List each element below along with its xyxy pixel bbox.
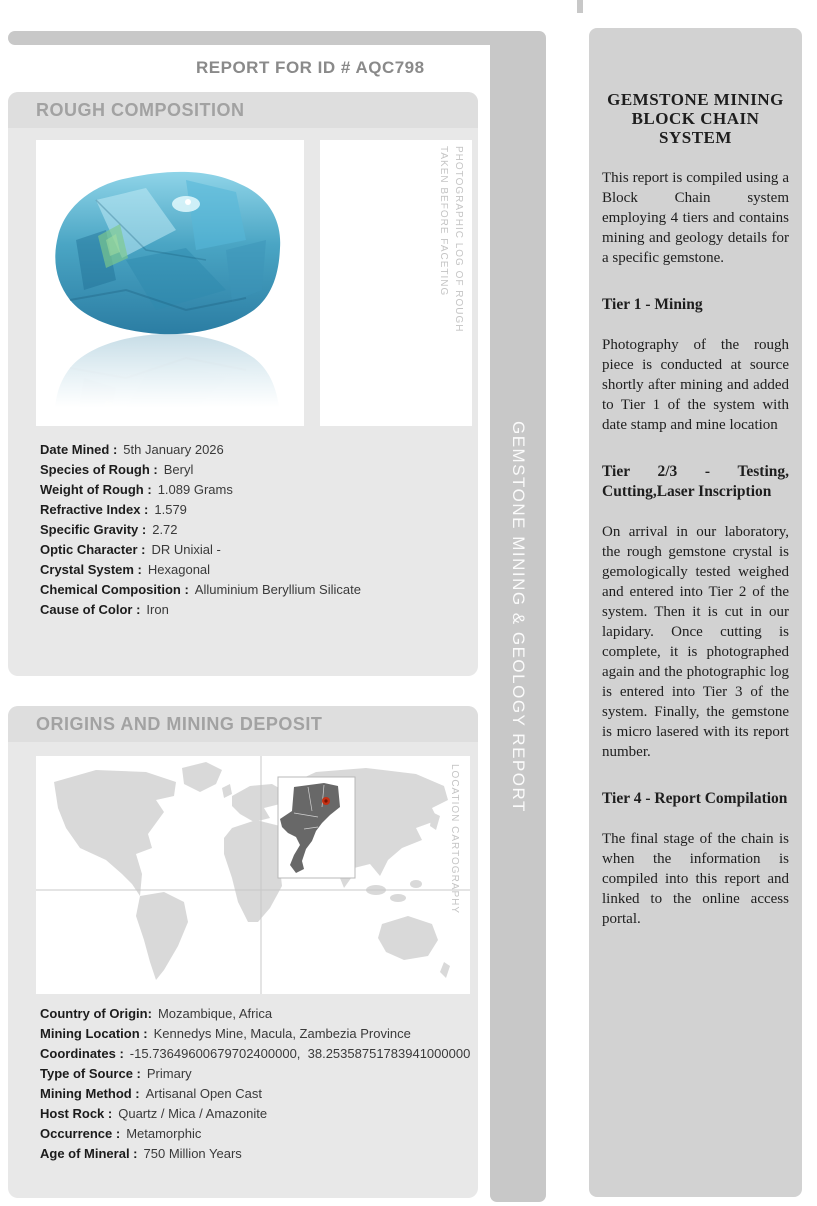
- sidebar-tier-sections: [602, 295, 789, 929]
- field-row: [40, 540, 361, 560]
- field-label: Chemical Composition :: [40, 582, 189, 597]
- field-row: [40, 1004, 470, 1024]
- field-label: Specific Gravity :: [40, 522, 147, 537]
- field-value: Iron: [146, 602, 169, 617]
- vertical-banner-text: GEMSTONE MINING & GEOLOGY REPORT: [509, 420, 528, 813]
- tier-section: [602, 462, 789, 762]
- field-value: Alluminium Beryllium Silicate: [194, 582, 361, 597]
- photo-caption-line1: PHOTOGRAPHIC LOG OF ROUGH: [453, 146, 464, 333]
- map-inset-mozambique: [278, 777, 355, 878]
- field-value: Beryl: [163, 462, 194, 477]
- field-row: [40, 1104, 470, 1124]
- sidebar-title: GEMSTONE MINING BLOCK CHAIN SYSTEM: [607, 90, 784, 147]
- tier-section: [602, 789, 789, 929]
- field-row: [40, 600, 361, 620]
- field-row: [40, 1144, 470, 1164]
- field-row: [40, 560, 361, 580]
- field-row: [40, 440, 361, 460]
- map-caption-line: LOCATION CARTOGRAPHY: [449, 764, 460, 915]
- tier-body: Photography of the rough piece is conducted at source shortly after mining and added to Tier 1 of the system with date stamp and mine location: [602, 337, 789, 433]
- field-label: Mining Location :: [40, 1026, 148, 1041]
- field-value: Quartz / Mica / Amazonite: [118, 1106, 268, 1121]
- tier-body: The final stage of the chain is when the information is compiled into this report and linked to the online access portal.: [602, 831, 789, 927]
- photo-caption-line2: TAKEN BEFORE FACETING: [438, 146, 449, 297]
- field-label: Species of Rough :: [40, 462, 158, 477]
- top-notch-mark: [577, 0, 583, 13]
- blockchain-info-sidebar: [589, 28, 802, 1197]
- rough-composition-fields: [40, 440, 361, 620]
- rough-gemstone-image: [36, 140, 304, 426]
- field-row: [40, 1084, 470, 1104]
- field-value: DR Unixial -: [151, 542, 221, 557]
- location-map: [36, 756, 470, 994]
- origins-fields: [40, 1004, 470, 1164]
- field-value: 1.089 Grams: [157, 482, 233, 497]
- field-value: Kennedys Mine, Macula, Zambezia Province: [153, 1026, 411, 1041]
- field-value: 750 Million Years: [143, 1146, 242, 1161]
- field-value: 5th January 2026: [123, 442, 224, 457]
- field-value: 2.72: [152, 522, 178, 537]
- field-value: Hexagonal: [147, 562, 211, 577]
- field-row: [40, 520, 361, 540]
- field-row: [40, 460, 361, 480]
- tier-heading: Tier 4 - Report Compilation: [602, 790, 788, 807]
- field-row: [40, 580, 361, 600]
- field-value: Mozambique, Africa: [157, 1006, 273, 1021]
- sidebar-intro: This report is compiled using a Block Chain system employing 4 tiers and contains mining and geology details for a specific gemstone.: [602, 170, 789, 266]
- field-label: Refractive Index :: [40, 502, 149, 517]
- field-value: Primary: [146, 1066, 192, 1081]
- tier-body: On arrival in our laboratory, the rough gemstone crystal is gemologically tested weighed and entered into Tier 2 of the system. Then it is cut in our lapidary. Once cutting is complete, it is photographed again and the photographic log is entered into Tier 3 of the system. Finally, the gemstone is micro lasered with its report number.: [602, 524, 789, 760]
- field-row: [40, 1124, 470, 1144]
- field-label: Crystal System :: [40, 562, 142, 577]
- field-row: [40, 480, 361, 500]
- field-value: Artisanal Open Cast: [145, 1086, 262, 1101]
- field-label: Coordinates :: [40, 1046, 124, 1061]
- field-row: [40, 1024, 470, 1044]
- tier-heading: Tier 1 - Mining: [602, 296, 703, 313]
- rough-composition-heading: ROUGH COMPOSITION: [8, 92, 478, 128]
- tier-section: [602, 295, 789, 435]
- field-row: [40, 500, 361, 520]
- field-value: -15.73649600679702400000, 38.25358751783941000000: [129, 1046, 471, 1061]
- photo-caption-text: [435, 146, 466, 420]
- rough-gemstone-photo: [36, 140, 304, 426]
- map-caption-text: [446, 764, 462, 988]
- field-value: Metamorphic: [126, 1126, 202, 1141]
- world-map-image: [36, 756, 470, 994]
- vertical-banner: [490, 31, 546, 1202]
- field-label: Host Rock :: [40, 1106, 113, 1121]
- tier-heading: Tier 2/3 - Testing, Cutting,Laser Inscription: [602, 463, 789, 500]
- origins-heading: ORIGINS AND MINING DEPOSIT: [8, 706, 478, 742]
- field-label: Age of Mineral :: [40, 1146, 138, 1161]
- field-label: Mining Method :: [40, 1086, 140, 1101]
- field-label: Cause of Color :: [40, 602, 141, 617]
- field-label: Optic Character :: [40, 542, 146, 557]
- rough-composition-section: [8, 92, 478, 676]
- report-title: REPORT FOR ID # AQC798: [196, 58, 425, 77]
- field-label: Occurrence :: [40, 1126, 121, 1141]
- field-label: Date Mined :: [40, 442, 118, 457]
- origins-section: [8, 706, 478, 1198]
- field-label: Type of Source :: [40, 1066, 141, 1081]
- photo-caption-panel: [320, 140, 472, 426]
- field-label: Weight of Rough :: [40, 482, 152, 497]
- top-divider-bar: [8, 31, 508, 45]
- field-row: [40, 1064, 470, 1084]
- field-label: Country of Origin:: [40, 1006, 152, 1021]
- field-row: [40, 1044, 470, 1064]
- field-value: 1.579: [154, 502, 187, 517]
